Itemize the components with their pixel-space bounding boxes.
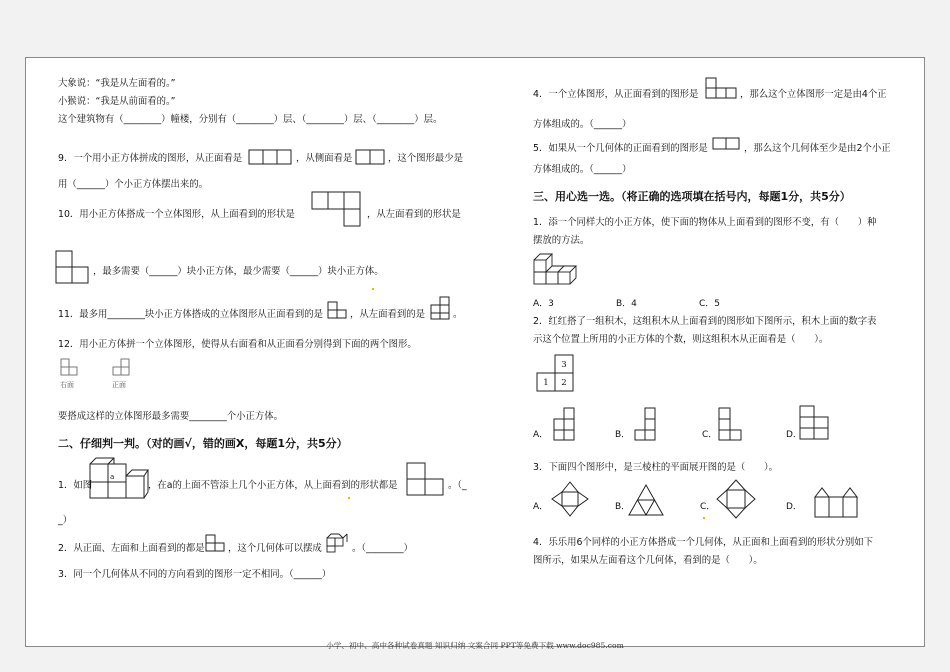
- q11-front-view-figure: [327, 299, 349, 321]
- decorative-dot: [703, 517, 705, 519]
- choice2-top-view-grid: [535, 354, 575, 394]
- q12-front-view-figure: [112, 362, 134, 378]
- judge2-text-c: 。（________）: [352, 543, 413, 554]
- q11-left-view-figure: [430, 296, 454, 322]
- judge4-text-b: ，那么这个立体图形一定是由4个正: [740, 89, 887, 100]
- choice3-option-b[interactable]: B．: [615, 502, 631, 512]
- decorative-dot: [348, 497, 350, 499]
- judge3-text: 3．同一个几何体从不同的方向看到的图形一定不相同。（______）: [58, 569, 332, 580]
- choice2-text-b: 示这个位置上所用的小正方体的个数，则这组积木从正面看是（ ）。: [533, 334, 829, 345]
- choice1-text-b: 摆放的方法。: [533, 235, 590, 246]
- section-3-heading: 三、用心选一选。（将正确的选项填在括号内，每题1分，共5分）: [533, 190, 851, 203]
- judge2-solid-figure: [326, 533, 350, 553]
- q10-top-view-figure: [311, 191, 363, 229]
- judge1-top-view-figure: [406, 462, 446, 498]
- choice3-option-a-figure[interactable]: [550, 480, 594, 520]
- choice2-option-c-figure[interactable]: [718, 407, 744, 443]
- judge1-text-b: ，在a的上面不管添上几个小正方体，从上面看到的形状都是: [148, 480, 398, 491]
- choice2-option-b-figure[interactable]: [634, 407, 658, 443]
- choice1-option-b[interactable]: B．4: [616, 299, 637, 309]
- judge2-text-a: 2．从正面、左面和上面看到的都是: [58, 543, 205, 554]
- judge5-text-c: 方体组成的。（______）: [533, 164, 632, 175]
- page-footer: 小学、初中、高中各种试卷真题 知识归纳 文案合同 PPT等免费下载 www.doc985.com: [326, 641, 624, 650]
- q10-text-b: ，从左面看到的形状是: [367, 209, 461, 220]
- building-question: 这个建筑物有（________）幢楼，分别有（________）层、（________）层、（________）层。: [58, 114, 443, 125]
- choice1-option-c[interactable]: C．5: [699, 299, 721, 309]
- judge1-text-c: 。（_: [448, 480, 467, 491]
- judge4-text-c: 方体组成的。（______）: [533, 119, 632, 130]
- choice3-option-b-figure[interactable]: [628, 484, 666, 518]
- choice3-text: 3．下面四个图形中，是三棱柱的平面展开图的是（ ）。: [533, 462, 779, 473]
- q9-text-c: ，这个图形最少是: [388, 153, 464, 164]
- choice1-option-a[interactable]: A．3: [533, 299, 554, 309]
- judge5-text-b: ，那么这个几何体至少是由2个小正: [744, 143, 891, 154]
- judge1-text-a: 1．如图: [58, 480, 93, 491]
- choice2-option-d-figure[interactable]: [799, 405, 831, 443]
- judge1-cube-figure: [88, 456, 150, 500]
- judge1-text-d: _）: [58, 515, 73, 526]
- q12-right-view-figure: [60, 358, 82, 378]
- judge4-front-view-figure: [705, 77, 741, 101]
- choice2-option-d[interactable]: D．: [786, 430, 802, 440]
- q9-side-view-figure: [355, 149, 387, 166]
- grid-number-1: 1: [543, 378, 549, 388]
- monkey-line: 小猴说：“我是从前面看的。”: [58, 96, 176, 107]
- choice1-text-a: 1．添一个同样大的小正方体，使下面的物体从上面看到的图形不变，有（ ）种: [533, 217, 877, 228]
- choice1-cube-figure: [533, 252, 579, 286]
- decorative-dot: [372, 288, 374, 290]
- choice3-option-a[interactable]: A．: [533, 502, 549, 512]
- section-2-heading: 二、仔细判一判。（对的画√，错的画X，每题1分，共5分）: [58, 437, 348, 450]
- cube-label-a: a: [110, 473, 115, 481]
- judge2-view-figure: [205, 532, 227, 554]
- judge5-front-view-figure: [712, 137, 742, 151]
- choice2-option-c[interactable]: C．: [702, 430, 718, 440]
- judge5-text-a: 5．如果从一个几何体的正面看到的图形是: [533, 143, 708, 154]
- choice4-text-b: 图所示，如果从左面看这个几何体，看到的是（ ）。: [533, 555, 763, 566]
- q12-answer-line: 要搭成这样的立体图形最多需要________个小正方体。: [58, 411, 284, 422]
- choice3-option-c-figure[interactable]: [715, 478, 759, 522]
- choice3-option-d[interactable]: D．: [786, 502, 802, 512]
- choice2-option-b[interactable]: B．: [615, 430, 631, 440]
- choice2-text-a: 2．红红搭了一组积木，这组积木从上面看到的图形如下图所示，积木上面的数字表: [533, 316, 877, 327]
- elephant-line: 大象说：“我是从左面看的。”: [58, 78, 176, 89]
- q10-left-view-figure: [55, 250, 91, 286]
- q12-label-right: 右面: [60, 381, 74, 389]
- grid-number-2: 2: [561, 378, 567, 388]
- choice2-option-a-figure[interactable]: [553, 407, 577, 443]
- q12-text: 12．用小正方体拼一个立体图形，使得从右面看和从正面看分别得到下面的两个图形。: [58, 339, 417, 350]
- q9-text-a: 9．一个用小正方体拼成的图形，从正面看是: [58, 153, 243, 164]
- q11-text-c: 。: [453, 309, 463, 320]
- q11-text-a: 11．最多用________块小正方体搭成的立体图形从正面看到的是: [58, 309, 324, 320]
- q11-text-b: ，从左面看到的是: [350, 309, 426, 320]
- choice4-text-a: 4．乐乐用6个同样的小正方体搭成一个几何体，从正面和上面看到的形状分别如下: [533, 537, 874, 548]
- q9-text-b: ，从侧面看是: [296, 153, 353, 164]
- q9-text-d: 用（______）个小正方体摆出来的。: [58, 179, 209, 190]
- judge4-text-a: 4．一个立体图形，从正面看到的图形是: [533, 89, 699, 100]
- q12-label-front: 正面: [112, 381, 126, 389]
- q10-text-a: 10．用小正方体搭成一个立体图形，从上面看到的形状是: [58, 209, 295, 220]
- grid-number-3: 3: [561, 360, 567, 370]
- judge2-text-b: ，这个几何体可以摆成: [228, 543, 322, 554]
- q10-text-c: ，最多需要（______）块小正方体，最少需要（______）块小正方体。: [93, 266, 384, 277]
- choice2-option-a[interactable]: A．: [533, 430, 549, 440]
- q9-front-view-figure: [248, 149, 294, 166]
- choice3-option-d-figure[interactable]: [814, 487, 862, 519]
- choice3-option-c[interactable]: C．: [700, 502, 716, 512]
